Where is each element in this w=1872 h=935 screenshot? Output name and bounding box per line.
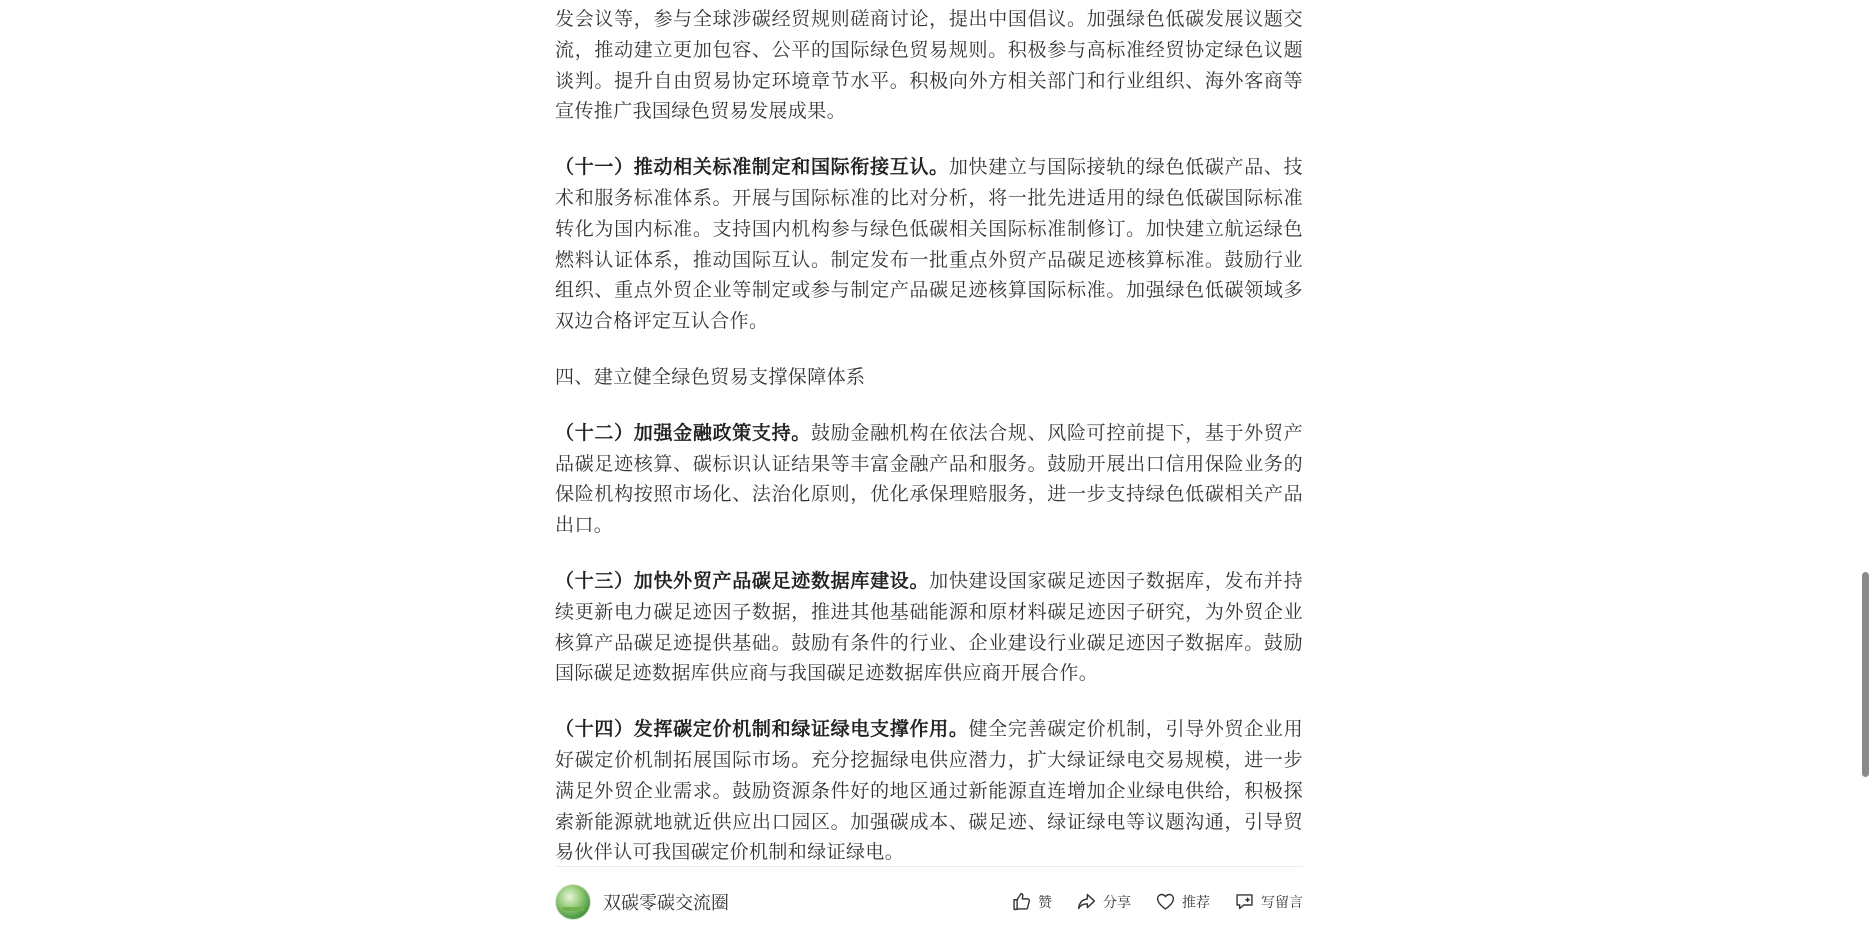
- item-13-body: 加快建设国家碳足迹因子数据库，发布并持续更新电力碳足迹因子数据，推进其他基础能源和原材料碳足迹因子研究，为外贸企业核算产品碳足迹提供基础。鼓励有条件的行业、企业建设行业碳足迹因子数据库。鼓励国际碳足迹数据库供应商与我国碳足迹数据库供应商开展合作。: [555, 569, 1303, 685]
- account-name[interactable]: 双碳零碳交流圈: [603, 892, 729, 914]
- article-footer-bar: [555, 866, 1303, 935]
- section-4-heading: [555, 362, 1303, 393]
- item-13-title: （十三）加快外贸产品碳足迹数据库建设。: [555, 569, 930, 592]
- like-button[interactable]: [1011, 891, 1052, 912]
- paragraph-item-11: [555, 152, 1303, 337]
- item-12-body: 鼓励金融机构在依法合规、风险可控前提下，基于外贸产品碳足迹核算、碳标识认证结果等丰富金融产品和服务。鼓励开展出口信用保险业务的保险机构按照市场化、法治化原则，优化承保理赔服务，进一步支持绿色低碳相关产品出口。: [555, 421, 1303, 537]
- paragraph-intro: [555, 4, 1303, 127]
- section-4-heading-text: 四、建立健全绿色贸易支撑保障体系: [555, 365, 866, 388]
- item-12-title: （十二）加强金融政策支持。: [555, 421, 811, 444]
- share-arrow-icon: [1076, 891, 1097, 912]
- comment-button[interactable]: [1234, 891, 1303, 912]
- paragraph-intro-text: 发会议等，参与全球涉碳经贸规则磋商讨论，提出中国倡议。加强绿色低碳发展议题交流，推动建立更加包容、公平的国际绿色贸易规则。积极参与高标准经贸协定绿色议题谈判。提升自由贸易协定环境章节水平。积极向外方相关部门和行业组织、海外客商等宣传推广我国绿色贸易发展成果。: [555, 8, 1303, 123]
- account-info[interactable]: [555, 884, 729, 920]
- item-14-title: （十四）发挥碳定价机制和绿证绿电支撑作用。: [555, 718, 969, 741]
- comment-bubble-icon: [1234, 891, 1255, 912]
- scrollbar-thumb[interactable]: [1862, 572, 1869, 777]
- paragraph-item-13: [555, 566, 1303, 689]
- recommend-label: 推荐: [1182, 894, 1210, 911]
- globe-logo-icon[interactable]: [555, 884, 591, 920]
- article-body: [555, 4, 1303, 893]
- item-14-body: 健全完善碳定价机制，引导外贸企业用好碳定价机制拓展国际市场。充分挖掘绿电供应潜力，扩大绿证绿电交易规模，进一步满足外贸企业需求。鼓励资源条件好的地区通过新能源直连增加企业绿电供给，积极探索新能源就地就近供应出口园区。加强碳成本、碳足迹、绿证绿电等议题沟通，引导贸易伙伴认可我国碳定价机制和绿证绿电。: [555, 718, 1303, 864]
- heart-icon: [1155, 891, 1176, 912]
- like-label: 赞: [1038, 894, 1052, 911]
- action-bar: [1011, 891, 1303, 912]
- paragraph-item-12: [555, 418, 1303, 541]
- item-11-body: 加快建立与国际接轨的绿色低碳产品、技术和服务标准体系。开展与国际标准的比对分析，将一批先进适用的绿色低碳国际标准转化为国内标准。支持国内机构参与绿色低碳相关国际标准制修订。加快建立航运绿色燃料认证体系，推动国际互认。制定发布一批重点外贸产品碳足迹核算标准。鼓励行业组织、重点外贸企业等制定或参与制定产品碳足迹核算国际标准。加强绿色低碳领域多双边合格评定互认合作。: [555, 156, 1303, 333]
- thumbs-up-icon: [1011, 891, 1032, 912]
- comment-label: 写留言: [1261, 894, 1303, 911]
- item-11-title: （十一）推动相关标准制定和国际衔接互认。: [555, 156, 949, 179]
- paragraph-item-14: [555, 714, 1303, 868]
- scrollbar-track[interactable]: [1859, 0, 1872, 935]
- share-label: 分享: [1103, 894, 1131, 911]
- recommend-button[interactable]: [1155, 891, 1210, 912]
- share-button[interactable]: [1076, 891, 1131, 912]
